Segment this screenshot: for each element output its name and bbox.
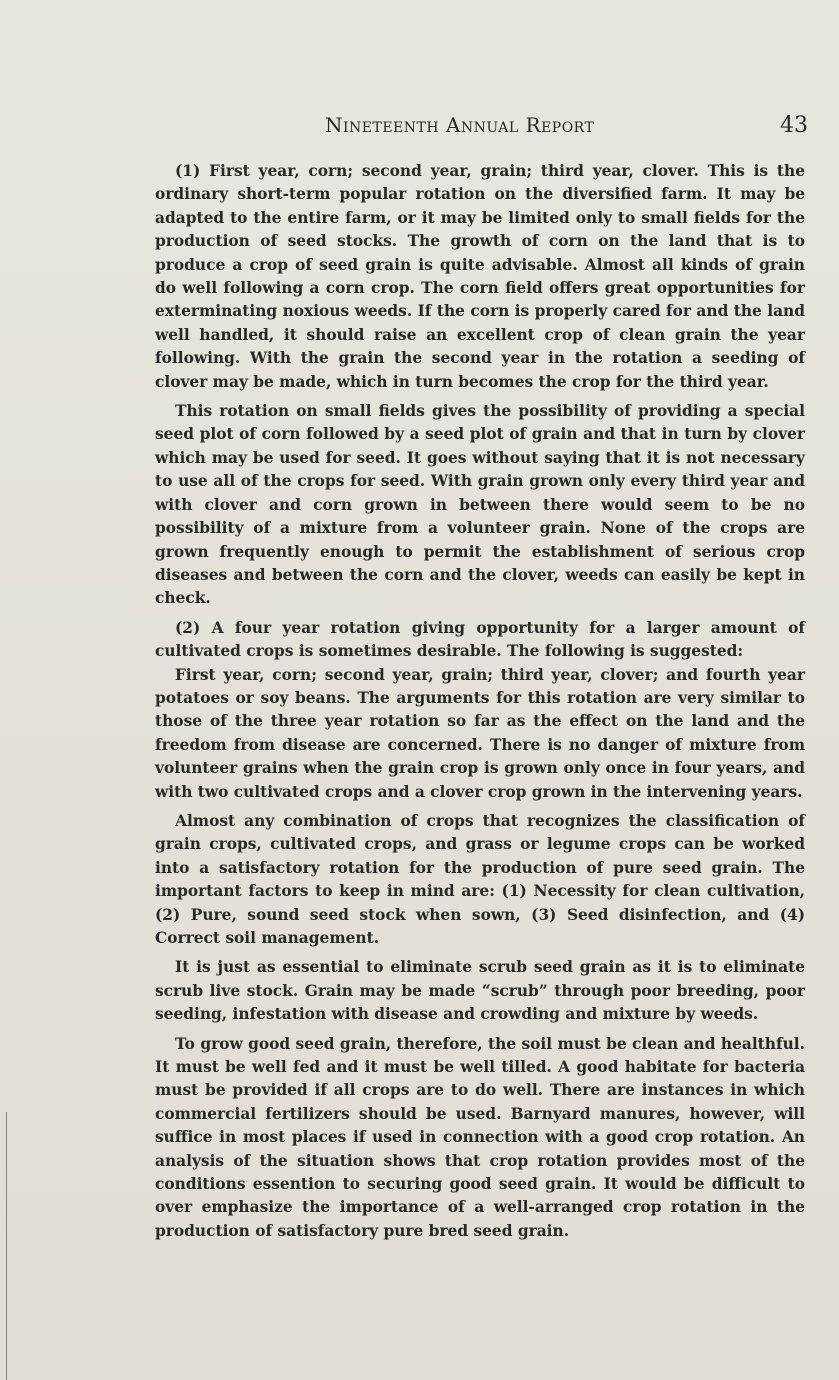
paragraph-small-fields: This rotation on small fields gives the possibility of providing a special seed plot of corn followed by a seed plot of grain and that in turn by clover which may be used for seed. It goes without saying that it is not necessary to use all of the crops for seed. With grain grown only every third year and with clover and corn grown in between there would seem to be no possibility of a mixture from a volunteer grain. None of the crops are grown frequently enough to permit the establishment of serious crop diseases and between the corn and the clover, weeds can easily be kept in check.: [155, 402, 805, 608]
paragraph-four-year-details: First year, corn; second year, grain; third year, clover; and fourth year potatoes or soy beans. The arguments for this rotation are very similar to those of the three year rotation so far as the effect on the land and the freedom from disease are concerned. There is no danger of mixture from volunteer grains when the grain crop is grown only once in four years, and with two cultivated crops and a clover crop grown in the intervening years.: [155, 665, 805, 801]
page-header: [0, 113, 839, 143]
paragraph-combination-of-crops: Almost any combination of crops that recognizes the classification of grain crops, cultivated crops, and grass or legume crops can be worked into a satisfactory rotation for the production of pure seed grain. The important factors to keep in mind are: (1) Necessity for clean cultivation, (2) Pure, sound seed stock when sown, (3) Seed disinfection, and (4) Correct soil management.: [155, 811, 805, 947]
page-number: 43: [780, 113, 808, 138]
paragraph-rotation-four-year: (2) A four year rotation giving opportunity for a larger amount of cultivated crops is sometimes desirable. The following is suggested:: [155, 618, 805, 661]
body-text: [155, 160, 805, 1249]
paragraph-good-seed-grain: To grow good seed grain, therefore, the soil must be clean and healthful. It must be well fed and it must be well tilled. A good habitate for bacteria must be provided if all crops are to do well. There are instances in which commercial fertilizers should be used. Barnyard manures, however, will suffice in most places if used in connection with a good crop rotation. An analysis of the situation shows that crop rotation provides most of the conditions essention to securing good seed grain. It would be difficult to over emphasize the importance of a well-arranged crop rotation in the production of satisfactory pure bred seed grain.: [155, 1034, 805, 1240]
running-head: Nineteenth Annual Report: [325, 113, 595, 137]
paragraph-scrub-grain: It is just as essential to eliminate scrub seed grain as it is to eliminate scrub live stock. Grain may be made “scrub” through poor breeding, poor seeding, infestation with disease and crowding and mixture by weeds.: [155, 958, 805, 1024]
paragraph-rotation-three-year: (1) First year, corn; second year, grain; third year, clover. This is the ordinary short-term popular rotation on the diversified farm. It may be adapted to the entire farm, or it may be limited only to small fields for the production of seed stocks. The growth of corn on the land that is to produce a crop of seed grain is quite advisable. Almost all kinds of grain do well following a corn crop. The corn field offers great opportunities for exterminating noxious weeds. If the corn is properly cared for and the land well handled, it should raise an excellent crop of clean grain the year following. With the grain the second year in the rotation a seeding of clover may be made, which in turn becomes the crop for the third year.: [155, 162, 805, 391]
scan-edge-line: [6, 1112, 7, 1380]
